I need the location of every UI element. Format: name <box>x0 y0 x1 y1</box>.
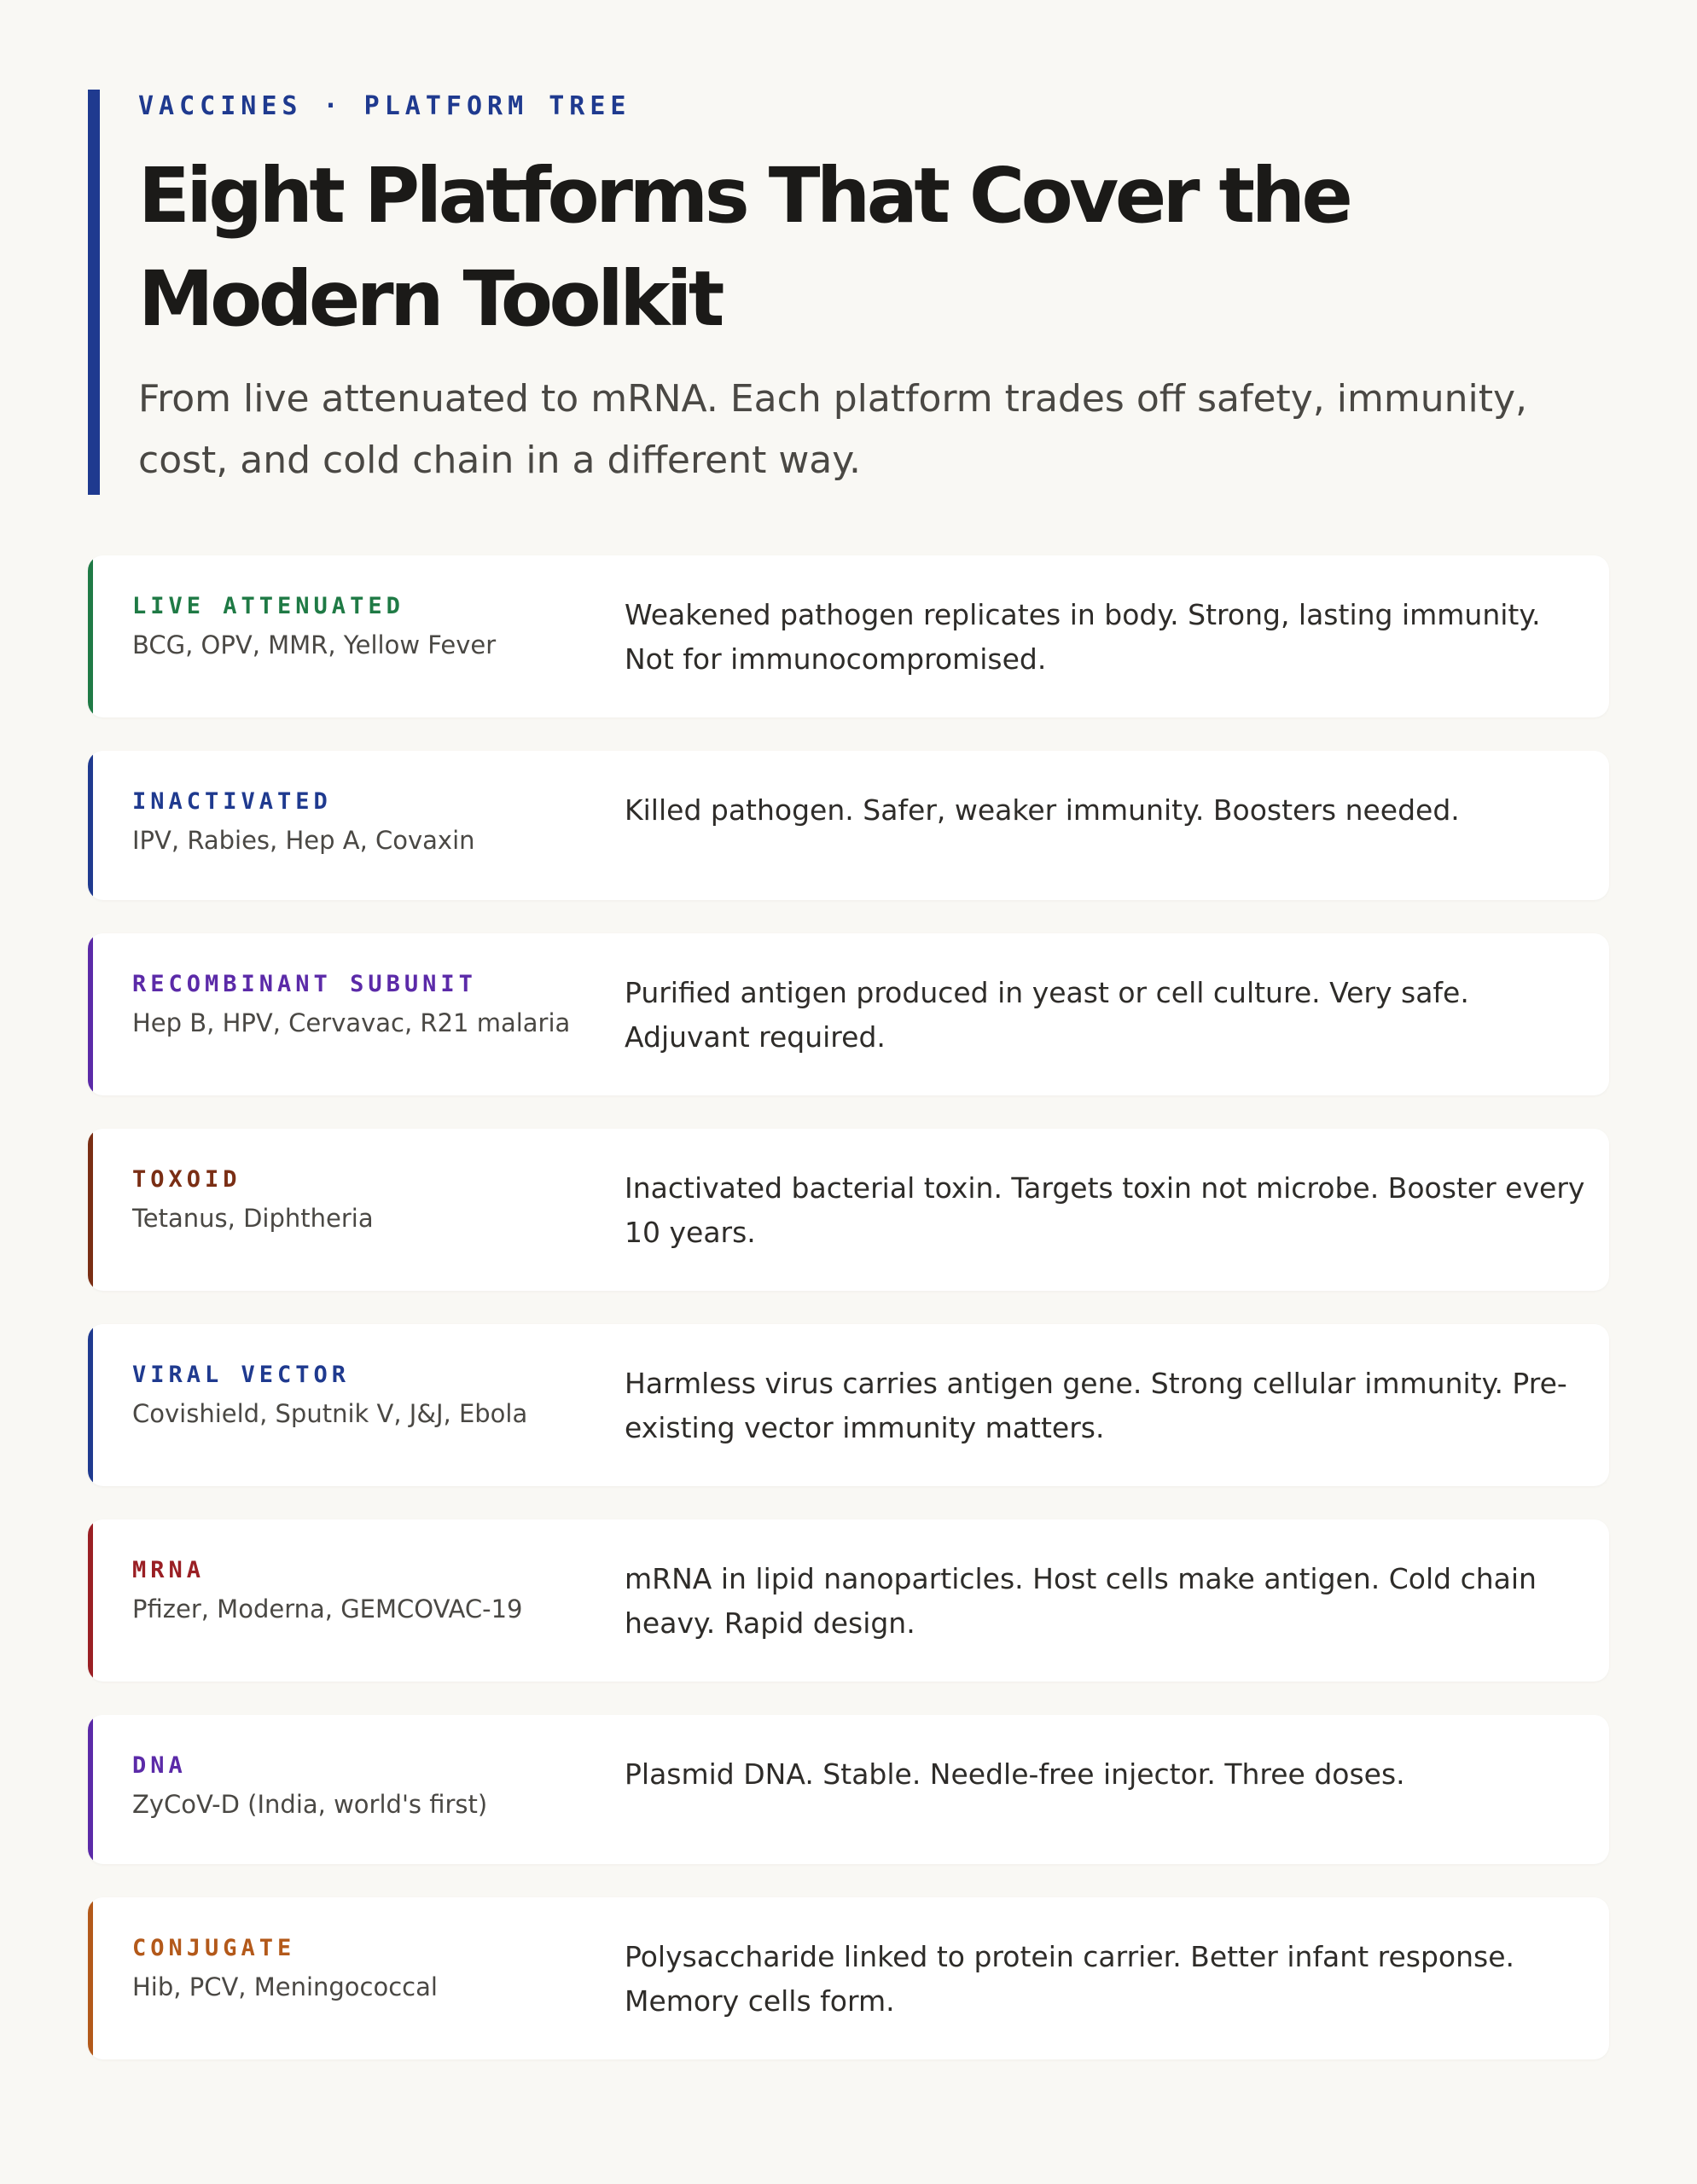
platform-card-conjugate <box>88 1897 1609 2059</box>
platform-name: MRNA <box>132 1557 206 1583</box>
platform-name: RECOMBINANT SUBUNIT <box>132 971 477 997</box>
platform-examples: BCG, OPV, MMR, Yellow Fever <box>132 630 497 659</box>
platform-description: Purified antigen produced in yeast or cell culture. Very safe. Adjuvant required. <box>625 976 1469 1054</box>
platform-card-toxoid <box>88 1129 1609 1291</box>
platform-examples: Hib, PCV, Meningococcal <box>132 1972 438 2001</box>
platform-name: DNA <box>132 1752 187 1779</box>
page-subtitle: From live attenuated to mRNA. Each platform trades off safety, immunity, cost, and cold chain in a different way. <box>138 377 1527 482</box>
platform-examples: Tetanus, Diphtheria <box>132 1204 374 1233</box>
eyebrow: VACCINES · PLATFORM TREE <box>138 91 631 121</box>
platform-description: Killed pathogen. Safer, weaker immunity. Boosters needed. <box>625 793 1460 827</box>
platform-description: mRNA in lipid nanoparticles. Host cells make antigen. Cold chain heavy. Rapid design. <box>625 1562 1537 1640</box>
platform-name: VIRAL VECTOR <box>132 1362 351 1388</box>
platform-examples: ZyCoV-D (India, world's first) <box>132 1790 488 1819</box>
platform-list <box>88 555 1609 2093</box>
page <box>88 88 1609 2018</box>
platform-card-mrna <box>88 1519 1609 1682</box>
platform-card-live-attenuated <box>88 555 1609 717</box>
platform-name: LIVE ATTENUATED <box>132 593 404 619</box>
platform-examples: Hep B, HPV, Cervavac, R21 malaria <box>132 1008 571 1037</box>
platform-examples: Pfizer, Moderna, GEMCOVAC-19 <box>132 1594 523 1623</box>
platform-name: INACTIVATED <box>132 788 332 815</box>
platform-description: Plasmid DNA. Stable. Needle-free injector. Three doses. <box>625 1757 1405 1791</box>
platform-description: Inactivated bacterial toxin. Targets toxin not microbe. Booster every 10 years. <box>625 1171 1585 1249</box>
platform-examples: Covishield, Sputnik V, J&J, Ebola <box>132 1399 528 1428</box>
platform-description: Harmless virus carries antigen gene. Strong cellular immunity. Pre-existing vector immunity matters. <box>625 1367 1567 1444</box>
platform-card-recombinant-subunit <box>88 933 1609 1095</box>
platform-card-viral-vector <box>88 1324 1609 1486</box>
platform-name: CONJUGATE <box>132 1935 296 1961</box>
platform-description: Polysaccharide linked to protein carrier. Better infant response. Memory cells form. <box>625 1940 1514 2018</box>
page-title: Eight Platforms That Cover the Modern Toolkit <box>138 151 1350 343</box>
platform-card-inactivated <box>88 751 1609 900</box>
header <box>88 90 1609 495</box>
platform-name: TOXOID <box>132 1166 241 1193</box>
platform-examples: IPV, Rabies, Hep A, Covaxin <box>132 826 475 855</box>
platform-card-dna <box>88 1715 1609 1864</box>
platform-description: Weakened pathogen replicates in body. Strong, lasting immunity. Not for immunocompromised. <box>625 598 1541 676</box>
header-accent-bar <box>88 90 100 495</box>
